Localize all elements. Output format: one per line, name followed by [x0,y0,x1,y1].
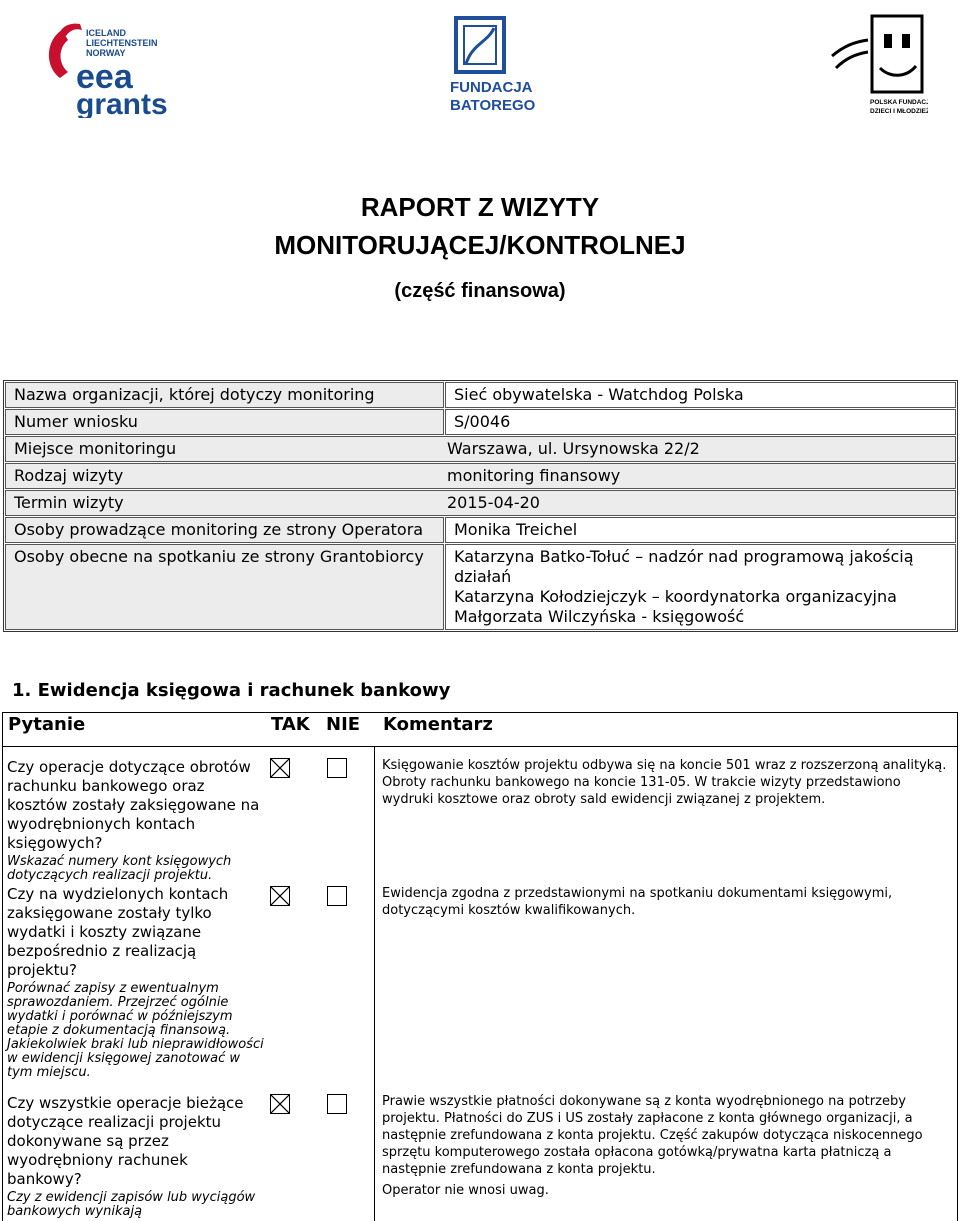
report-title-line1: RAPORT Z WIZYTY [360,192,600,222]
info-label: Miejsce monitoringu [14,439,177,458]
question-text: Czy wszystkie operacje bieżące dotyczące realizacji projektu dokonywane są przez wyodrębniony rachunek bankowy? [7,1094,244,1188]
info-label: Nazwa organizacji, której dotyczy monitoring [5,382,444,408]
info-row [5,490,956,516]
info-row [5,382,956,408]
tak-checkbox[interactable] [270,758,290,778]
info-label: Rodzaj wizyty [14,466,124,485]
comment-text: Księgowanie kosztów projektu odbywa się na koncie 501 wraz z rozszerzoną analityką. Obroty rachunku bankowego na koncie 131-05. W trakcie wizyty przedstawiono wydruki kosztowe oraz obroty sald ewidencji związanej z projektem. [382,758,947,807]
svg-text:FUNDACJA: FUNDACJA [450,79,533,96]
svg-text:ICELAND: ICELAND [86,28,126,38]
header-no: NIE [326,714,361,735]
attendee-line: Katarzyna Kołodziejczyk – koordynatorka organizacyjna [454,587,897,606]
info-row [5,436,956,462]
nie-checkbox[interactable] [327,886,347,906]
question-text: Czy na wydzielonych kontach zaksięgowane zostały tylko wydatki i koszty związane bezpośrednio z realizacją projektu? [7,885,229,979]
visit-info-table [3,380,958,632]
info-value: monitoring finansowy [447,466,621,485]
question-text: Czy operacje dotyczące obrotów rachunku bankowego oraz kosztów zostały zaksięgowane na wyodrębnionych kontach księgowych? [7,758,260,852]
comment-cell [382,885,952,919]
polska-fundacja-dzieci-logo [828,12,928,116]
checked-x-icon [271,1095,289,1113]
info-row [5,517,956,543]
info-label: Osoby prowadzące monitoring ze strony Operatora [5,517,444,543]
info-label: Termin wizyty [14,493,124,512]
info-row [5,463,956,489]
table-border-right [957,712,958,1221]
question-note: Wskazać numery kont księgowych dotyczących realizacji projektu. [7,854,232,883]
svg-text:LIECHTENSTEIN: LIECHTENSTEIN [86,38,158,48]
info-label: Osoby obecne na spotkaniu ze strony Grantobiorcy [5,544,444,630]
checked-x-icon [271,759,289,777]
section-heading: 1. Ewidencja księgowa i rachunek bankowy [12,680,451,701]
svg-text:NORWAY: NORWAY [86,48,126,58]
svg-text:POLSKA FUNDACJA: POLSKA FUNDACJA [870,99,928,106]
attendee-line: Małgorzata Wilczyńska - księgowość [454,607,745,626]
info-row [5,544,956,630]
info-value: S/0046 [445,409,956,435]
svg-text:DZIECI I MŁODZIEŻY: DZIECI I MŁODZIEŻY [870,108,928,115]
fundacja-batorego-logo [448,14,548,114]
info-value: Monika Treichel [445,517,956,543]
header-yes: TAK [271,714,310,735]
comment-column-divider [374,746,375,1221]
eea-grants-logo [40,18,180,118]
question-note: Czy z ewidencji zapisów lub wyciągów bankowych wynikają [7,1190,256,1219]
header-comment: Komentarz [383,714,493,735]
svg-text:eea: eea [76,58,133,96]
comment-text: Operator nie wnosi uwag. [382,1183,549,1198]
info-value-multiline [445,544,956,630]
info-row [5,409,956,435]
svg-text:BATOREGO: BATOREGO [450,97,536,114]
tak-checkbox[interactable] [270,886,290,906]
report-subtitle: (część finansowa) [394,280,566,302]
info-value: Warszawa, ul. Ursynowska 22/2 [447,439,700,458]
tak-checkbox[interactable] [270,1094,290,1114]
header-divider [2,746,958,747]
question-cell [7,1094,265,1219]
svg-text:grants: grants [76,88,168,118]
info-label: Numer wniosku [5,409,444,435]
question-note: Porównać zapisy z ewentualnym sprawozdaniem. Przejrzeć ogólnie wydatki i porównać w późniejszym etapie z dokumentacją finansową. Jakiekolwiek braki lub nieprawidłowości w ewidencji księgowej zanotować w tym miejscu. [7,981,264,1080]
info-value: 2015-04-20 [447,493,540,512]
report-title-line2: MONITORUJĄCEJ/KONTROLNEJ [274,230,686,260]
question-cell [7,758,265,883]
comment-text: Ewidencja zgodna z przedstawionymi na spotkaniu dokumentami księgowymi, dotyczącymi kosztów kwalifikowanych. [382,886,893,918]
table-border-left [2,712,3,1221]
attendee-line: Katarzyna Batko-Tołuć – nadzór nad programową jakością działań [454,547,914,586]
comment-cell [382,1093,954,1199]
nie-checkbox[interactable] [327,1094,347,1114]
comment-text: Prawie wszystkie płatności dokonywane są z konta wyodrębnionego na potrzeby projektu. Płatności do ZUS i US zostały zapłacone z konta głównego organizacji, a następnie zrefundowana z konta projektu. Część zakupów dotycząca niskocennego sprzętu komputerowego została opłacona gotówką/prywatna karta płatniczą a następnie zrefundowana z konta projektu. [382,1094,923,1177]
checked-x-icon [271,887,289,905]
table-border-top [2,712,958,713]
nie-checkbox[interactable] [327,758,347,778]
header-question: Pytanie [8,714,86,735]
comment-cell [382,757,952,808]
info-value: Sieć obywatelska - Watchdog Polska [445,382,956,408]
question-cell [7,885,265,1080]
